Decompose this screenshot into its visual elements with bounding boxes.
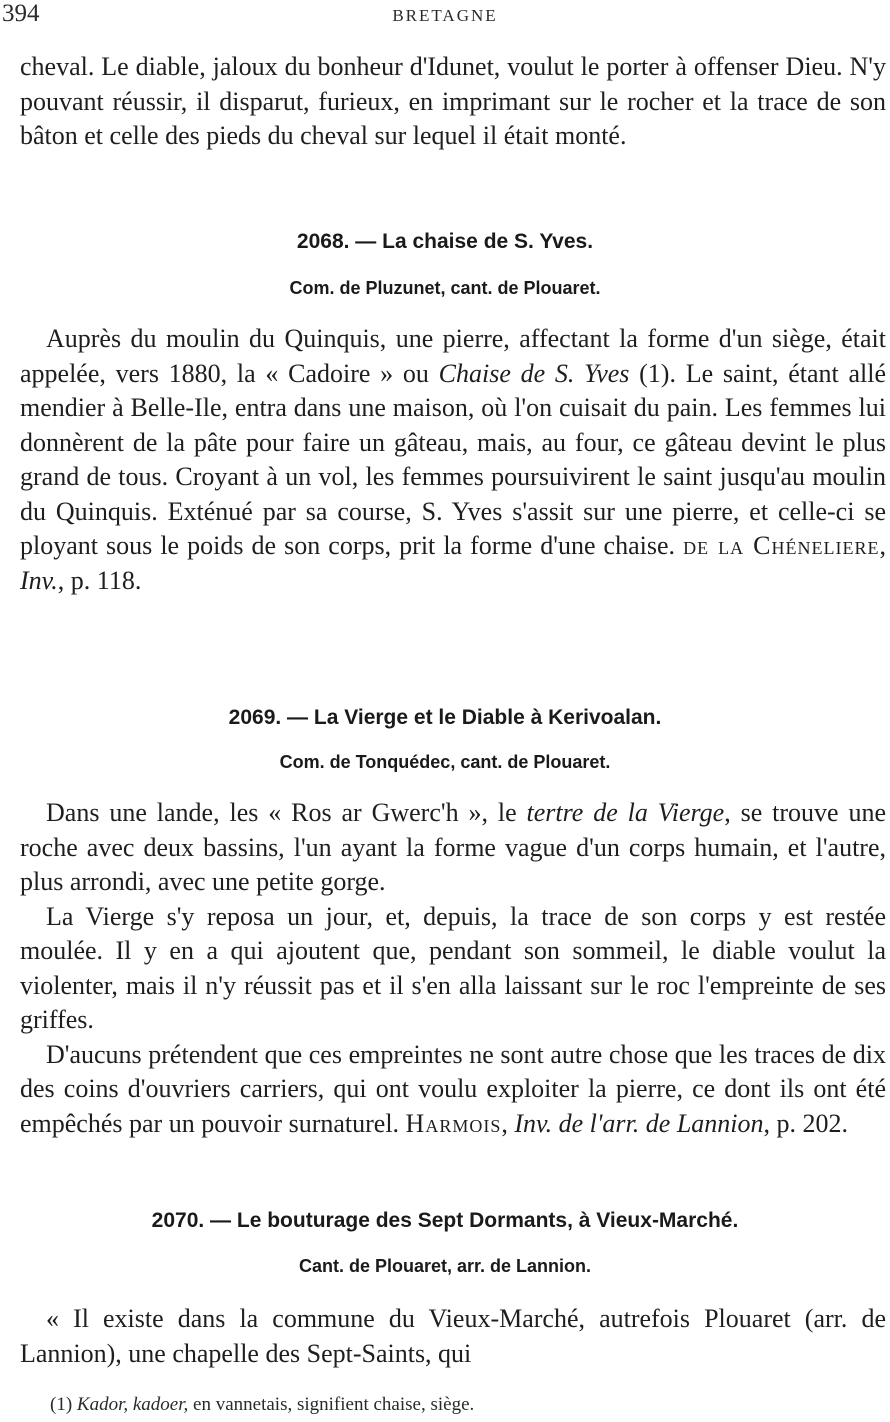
author-name: Harmois xyxy=(405,1108,502,1138)
entry-2068-paragraph: Auprès du moulin du Quinquis, une pierre, affectant la forme d'un siège, était appelée, vers 1880, la « Cadoire » ou Chaise de S. Yves (1). Le saint, étant allé mendier à Belle-Ile, entra dans une maison, où l'on cuisait du pain. Les femmes lui donnèrent de la pâte pour faire un gâteau, mais, au four, ce gâteau devint le plus grand de tous. Croyant à un vol, les femmes poursuivirent le saint jusqu'au moulin du Quinquis. Exténué par sa course, S. Yves s'assit sur une pierre, et celle-ci se ployant sous le poids de son corps, prit la forme d'une chaise. de la Chéneliere, Inv., p. 118. xyxy=(20,324,886,595)
footnote-terms: Kador, kadoer, xyxy=(76,1394,189,1415)
footnote xyxy=(50,1393,870,1417)
entry-2069-paragraph-1: Dans une lande, les « Ros ar Gwerc'h », le tertre de la Vierge, se trouve une roche avec deux bassins, l'un ayant la forme vague d'un corps humain, et l'autre, plus arrondi, avec une petite gorge. xyxy=(20,798,886,896)
source-title: Inv. de l'arr. de Lannion xyxy=(514,1108,764,1138)
entry-2068-location: Com. de Pluzunet, cant. de Plouaret. xyxy=(289,278,601,298)
running-head: BRETAGNE xyxy=(392,6,498,25)
entry-2070-location: Cant. de Plouaret, arr. de Lannion. xyxy=(298,1256,592,1276)
entry-2070-title: 2070. — Le bouturage des Sept Dormants, à Vieux-Marché. xyxy=(151,1209,739,1232)
entry-2069-title: 2069. — La Vierge et le Diable à Kerivoalan. xyxy=(228,706,662,729)
page-header xyxy=(0,0,890,32)
entry-2069-paragraph-2: La Vierge s'y reposa un jour, et, depuis, la trace de son corps y est restée moulée. Il y en a qui ajoutent que, pendant son sommeil, le diable voulut la violenter, mais il n'y réussit pas et il s'en alla laissant sur le roc l'empreinte de ses griffes. xyxy=(20,901,886,1034)
entry-2070-body xyxy=(20,1302,886,1371)
entry-2069-paragraph-3: D'aucuns prétendent que ces empreintes ne sont autre chose que les traces de dix des coins d'ouvriers carriers, qui ont voulu exploiter la pierre, ce dont ils ont été empêchés par un pouvoir surnaturel. Harmois, Inv. de l'arr. de Lannion, p. 202. xyxy=(20,1039,886,1138)
entry-2068-body xyxy=(20,322,886,598)
continuation-paragraph xyxy=(20,50,886,154)
continuation-text: cheval. Le diable, jaloux du bonheur d'Idunet, voulut le porter à offenser Dieu. N'y pouvant réussir, il disparut, furieux, en imprimant sur le rocher et la trace de son bâton et celle des pieds du cheval sur lequel il était monté. xyxy=(20,52,886,150)
entry-2070-paragraph: « Il existe dans la commune du Vieux-Marché, autrefois Plouaret (arr. de Lannion), une chapelle des Sept-Saints, qui xyxy=(20,1304,886,1368)
entry-2069-body xyxy=(20,796,886,1141)
entry-2068-title: 2068. — La chaise de S. Yves. xyxy=(296,230,594,253)
author-name: de la Chéneliere xyxy=(683,531,880,560)
entry-2069-location: Com. de Tonquédec, cant. de Plouaret. xyxy=(279,752,611,772)
source-title: Inv. xyxy=(20,565,58,595)
footnote-marker: (1) xyxy=(50,1394,77,1415)
footnote-text: en vannetais, signifient chaise, siège. xyxy=(188,1394,475,1415)
page-number: 394 xyxy=(2,0,40,27)
